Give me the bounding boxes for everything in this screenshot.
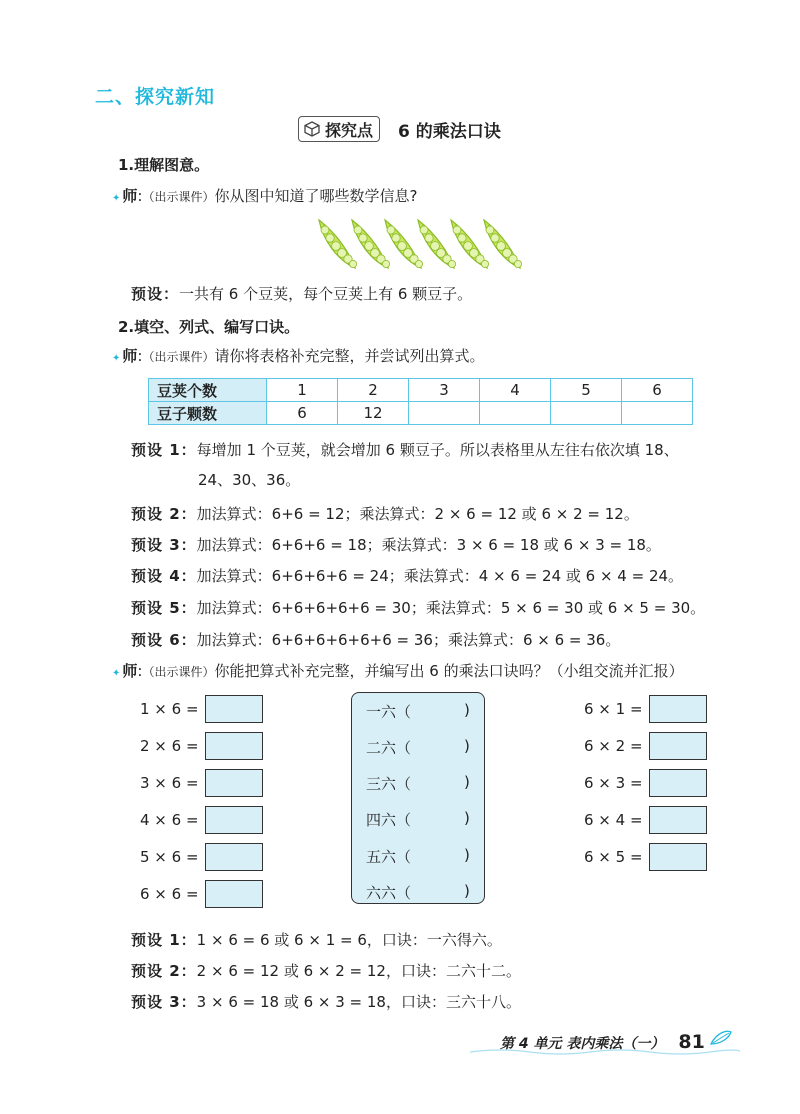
- right-equation: [584, 694, 707, 724]
- equation-text: 6 × 1 =: [584, 700, 643, 718]
- table-cell: [409, 402, 480, 425]
- left-equation: [140, 805, 263, 835]
- table-cell: [551, 402, 622, 425]
- preset-line: [131, 630, 620, 650]
- table-cell: 1: [267, 379, 338, 402]
- preset-line: [131, 440, 679, 460]
- diamond-icon: ✦: [112, 668, 121, 679]
- table-cell: [622, 402, 693, 425]
- pea-pods-illustration: [315, 212, 525, 274]
- topic-title: 6 的乘法口诀: [398, 121, 501, 142]
- preset-label: 预设 4：: [131, 567, 197, 585]
- right-equation: [584, 768, 707, 798]
- preset-label: 预设 1：: [131, 931, 197, 949]
- preset-text: 加法算式：6+6+6+6 = 24；乘法算式：4 × 6 = 24 或 6 × 4 = 24。: [196, 567, 684, 585]
- right-equation: [584, 805, 707, 835]
- preset-label: 预设 2：: [131, 962, 197, 980]
- equation-text: 6 × 6 =: [140, 885, 199, 903]
- preset-text: 3 × 6 = 18 或 6 × 3 = 18，口诀：三六十八。: [196, 993, 521, 1011]
- preset-line: [131, 598, 705, 618]
- preset-text: 加法算式：6+6 = 12；乘法算式：2 × 6 = 12 或 6 × 2 = 12。: [196, 505, 639, 523]
- preset-label: 预设 3：: [131, 993, 197, 1011]
- teacher-role: 师: [122, 662, 138, 680]
- preset-line: [131, 504, 639, 524]
- answer-box[interactable]: [205, 732, 263, 760]
- koujue-item[interactable]: 三六（ ): [366, 773, 470, 793]
- equation-text: 2 × 6 =: [140, 737, 199, 755]
- preset-label: 预设 2：: [131, 505, 197, 523]
- table-cell: 4: [480, 379, 551, 402]
- teacher-line-2: ✦ 师:（出示课件）请你将表格补充完整，并尝试列出算式。: [112, 347, 485, 365]
- answer-line: [131, 930, 502, 950]
- answer-box[interactable]: [205, 695, 263, 723]
- equation-text: 6 × 5 =: [584, 848, 643, 866]
- answer-box[interactable]: [649, 843, 707, 871]
- answer-box[interactable]: [649, 695, 707, 723]
- preset-label: 预设：: [131, 285, 180, 303]
- pea-pod: [418, 220, 456, 268]
- preset-line: [131, 284, 472, 304]
- teacher-paren: （出示课件）: [142, 350, 215, 364]
- equation-text: 3 × 6 =: [140, 774, 199, 792]
- equation-text: 6 × 4 =: [584, 811, 643, 829]
- left-equation: [140, 768, 263, 798]
- equation-text: 4 × 6 =: [140, 811, 199, 829]
- right-equation: [584, 731, 707, 761]
- left-equation: [140, 731, 263, 761]
- answer-line: [131, 992, 521, 1012]
- preset-text: 一共有 6 个豆荚，每个豆荚上有 6 颗豆子。: [179, 285, 473, 303]
- answer-line: [131, 961, 521, 981]
- table-cell: 12: [338, 402, 409, 425]
- preset-text: 每增加 1 个豆荚，就会增加 6 颗豆子。所以表格里从左往右依次填 18、: [196, 441, 679, 459]
- table-cell: 6: [622, 379, 693, 402]
- teacher-text: 你从图中知道了哪些数学信息?: [214, 187, 418, 205]
- preset-text: 加法算式：6+6+6 = 18；乘法算式：3 × 6 = 18 或 6 × 3 = 18。: [196, 536, 661, 554]
- table-cell: 2: [338, 379, 409, 402]
- table-row-header: 豆荚个数: [149, 379, 267, 402]
- topic-header: [298, 115, 501, 143]
- teacher-role: 师: [122, 347, 138, 365]
- teacher-paren: （出示课件）: [142, 190, 215, 204]
- koujue-item[interactable]: 六六（ ): [366, 882, 470, 902]
- pea-pod: [352, 220, 390, 268]
- koujue-panel: [351, 692, 485, 904]
- preset-label: 预设 6：: [131, 631, 197, 649]
- equation-text: 1 × 6 =: [140, 700, 199, 718]
- right-equation: [584, 842, 707, 872]
- teacher-role: 师: [122, 187, 138, 205]
- preset-label: 预设 1：: [131, 441, 197, 459]
- equation-text: 6 × 3 =: [584, 774, 643, 792]
- teacher-text: 请你将表格补充完整，并尝试列出算式。: [214, 347, 485, 365]
- teacher-text: 你能把算式补充完整，并编写出 6 的乘法口诀吗？（小组交流并汇报）: [214, 662, 684, 680]
- teacher-paren: （出示课件）: [142, 665, 215, 679]
- table-cell: [480, 402, 551, 425]
- teacher-line-3: ✦ 师:（出示课件）你能把算式补充完整，并编写出 6 的乘法口诀吗？（小组交流并汇报）: [112, 662, 684, 680]
- diamond-icon: ✦: [112, 193, 121, 204]
- answer-box[interactable]: [649, 732, 707, 760]
- diamond-icon: ✦: [112, 353, 121, 364]
- pea-pod: [451, 220, 489, 268]
- answer-box[interactable]: [205, 843, 263, 871]
- preset-continuation: 24、30、36。: [198, 471, 301, 489]
- table-cell: 3: [409, 379, 480, 402]
- part2-heading: 2.填空、列式、编写口诀。: [118, 318, 300, 336]
- page-number: 81: [678, 1031, 705, 1053]
- table-row-header: 豆子颗数: [149, 402, 267, 425]
- pea-pod: [319, 220, 357, 268]
- table-cell: 6: [267, 402, 338, 425]
- answer-box[interactable]: [205, 880, 263, 908]
- leaf-icon: [709, 1028, 733, 1048]
- pea-pod: [385, 220, 423, 268]
- preset-text: 1 × 6 = 6 或 6 × 1 = 6，口诀：一六得六。: [196, 931, 502, 949]
- preset-label: 预设 3：: [131, 536, 197, 554]
- teacher-line-1: ✦ 师:（出示课件）你从图中知道了哪些数学信息?: [112, 187, 418, 205]
- answer-box[interactable]: [649, 769, 707, 797]
- preset-text: 2 × 6 = 12 或 6 × 2 = 12，口诀：二六十二。: [196, 962, 521, 980]
- pea-pod: [484, 220, 522, 268]
- table-row: [149, 402, 693, 425]
- preset-line: [131, 535, 661, 555]
- equation-text: 6 × 2 =: [584, 737, 643, 755]
- equation-text: 5 × 6 =: [140, 848, 199, 866]
- section-title: 二、探究新知: [95, 86, 216, 108]
- answer-box[interactable]: [205, 806, 263, 834]
- left-equation: [140, 879, 263, 909]
- footer-unit: 第 4 单元 表内乘法（一）: [500, 1036, 665, 1052]
- answer-box[interactable]: [649, 806, 707, 834]
- preset-line: [131, 566, 683, 586]
- table-row: [149, 379, 693, 402]
- koujue-item[interactable]: 四六（ ): [366, 809, 470, 829]
- topic-label: 探究点: [325, 120, 374, 140]
- peas-table: [148, 378, 693, 425]
- koujue-item[interactable]: 五六（ ): [366, 846, 470, 866]
- answer-box[interactable]: [205, 769, 263, 797]
- preset-label: 预设 5：: [131, 599, 197, 617]
- table-cell: 5: [551, 379, 622, 402]
- topic-badge: [298, 116, 380, 142]
- preset-text: 加法算式：6+6+6+6+6 = 30；乘法算式：5 × 6 = 30 或 6 × 5 = 30。: [196, 599, 706, 617]
- preset-text: 加法算式：6+6+6+6+6+6 = 36；乘法算式：6 × 6 = 36。: [196, 631, 621, 649]
- left-equation: [140, 694, 263, 724]
- left-equation: [140, 842, 263, 872]
- koujue-item[interactable]: 一六（ ): [366, 701, 470, 721]
- cube-icon: [303, 120, 321, 138]
- footer-wave-line: [470, 1048, 740, 1056]
- koujue-item[interactable]: 二六（ ): [366, 737, 470, 757]
- part1-heading: 1.理解图意。: [118, 156, 210, 174]
